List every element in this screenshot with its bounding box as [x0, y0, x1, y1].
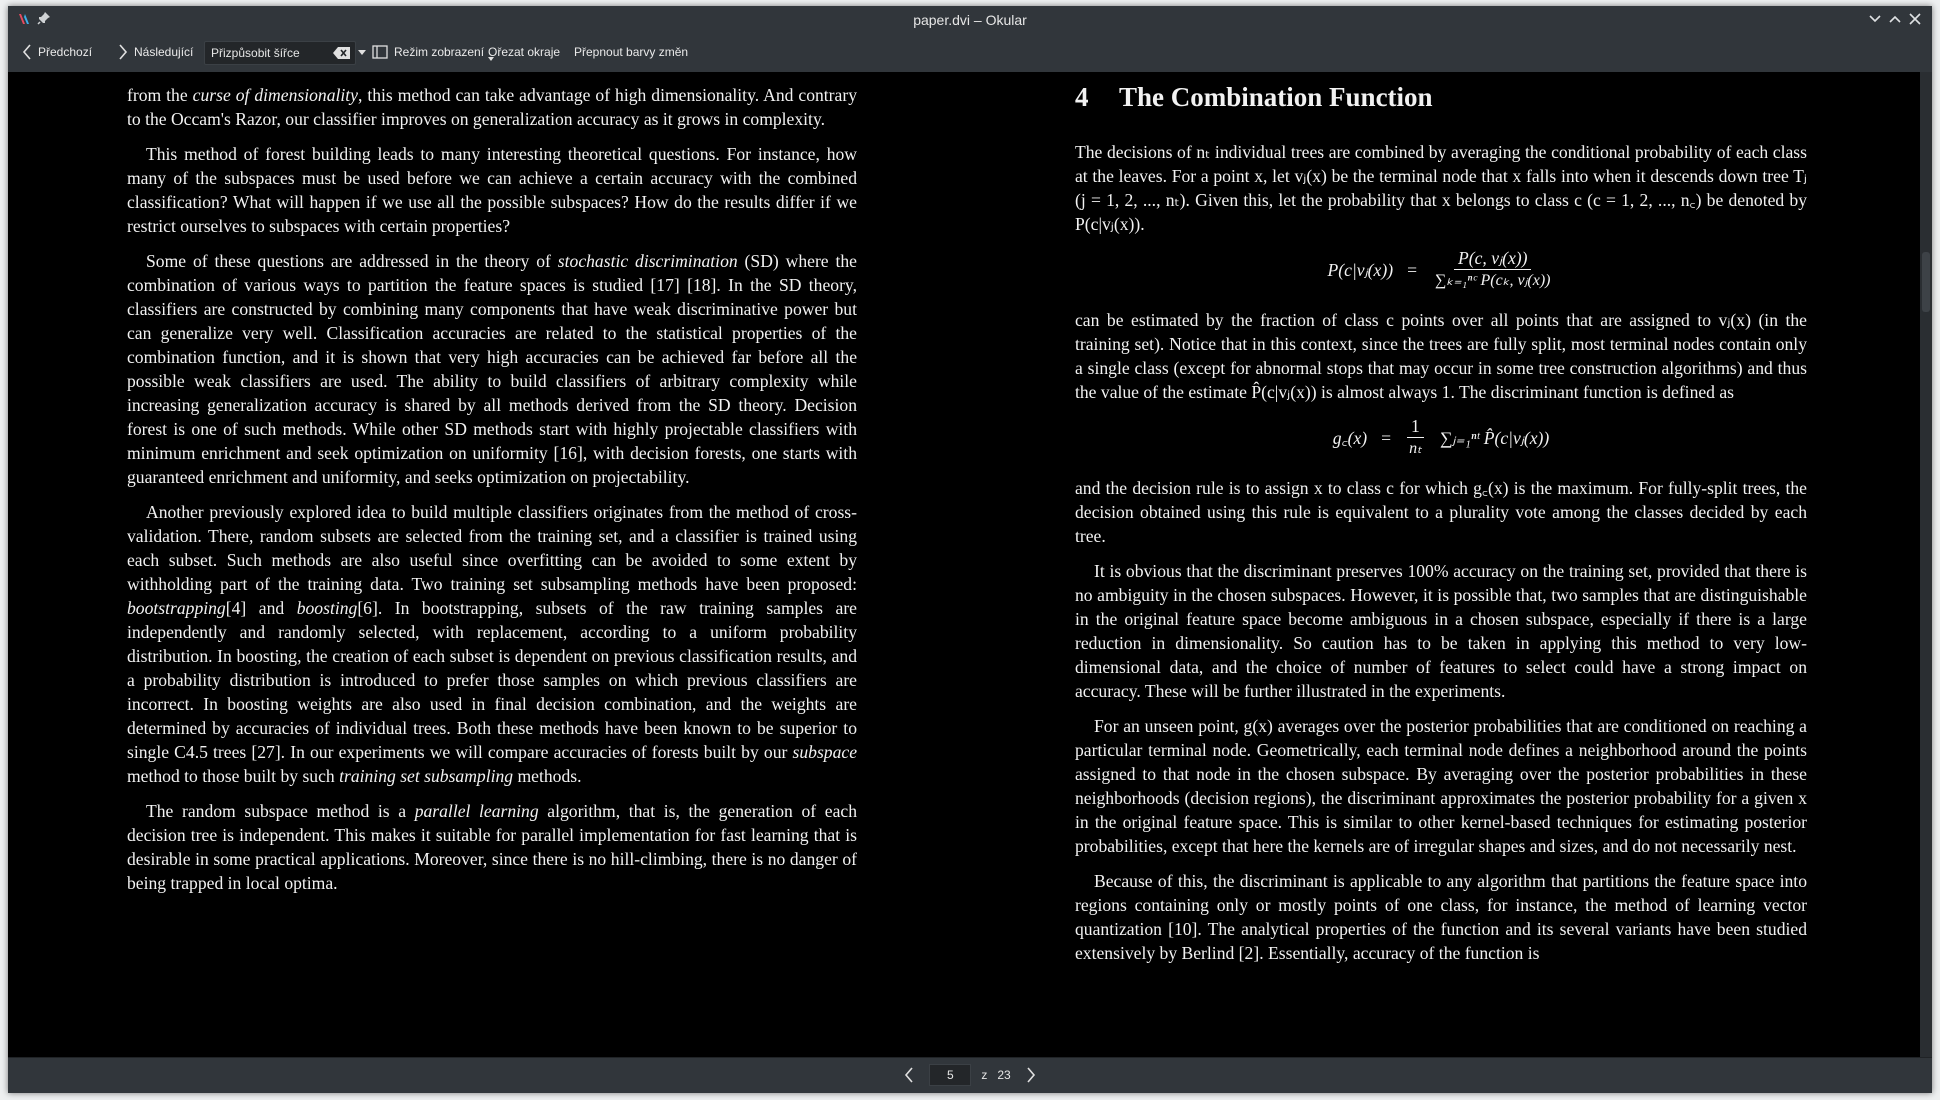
formula-lhs: P(c|vⱼ(x)) — [1327, 259, 1394, 280]
paragraph: Because of this, the discriminant is applicable to any algorithm that partitions the feature space into regions containing only or mostly points of one class, for instance, the method of learning vector quantization [10]. The analytical properties of the function and its several variants have been studied extensively by Berlind [2]. Essentially, accuracy of the function is — [1075, 871, 1807, 963]
zoom-value: Přizpůsobit šířce — [211, 46, 300, 60]
text-run: [6]. In bootstrapping, subsets of the raw training samples are independently and randomly selected, with replacement, according to a uniform probability distribution. In boosting, the creation of each subset is dependent on previous classification results, and a probability distribution is introduced to prefer those samples on which previous classifiers are incorrect. In boosting weights are also used in final decision combination, and the weights are determined by accuracies of individual trees. Both these methods have been known to be superior to single C4.5 trees [27]. In our experiments we will compare accuracies of forests built by our — [127, 598, 857, 762]
maximize-button[interactable] — [1888, 11, 1902, 27]
previous-button[interactable] — [22, 42, 92, 62]
chevron-down-icon — [1869, 15, 1881, 23]
formula-numerator: 1 — [1407, 415, 1424, 438]
text-run: [4] and — [225, 598, 297, 618]
paragraph — [127, 799, 857, 895]
page-navigation-bar — [8, 1057, 1932, 1093]
emphasis-text: stochastic discrimination — [557, 251, 738, 271]
zoom-select[interactable] — [204, 41, 356, 65]
text-run: method to those built by such — [127, 766, 340, 786]
emphasis-text: training set subsampling — [339, 766, 514, 786]
formula-lhs: g꜀(x) — [1332, 427, 1368, 448]
text-run: The random subspace method is a — [146, 801, 415, 821]
next-page-button[interactable] — [1021, 1064, 1041, 1086]
formula-sum: ∑ⱼ₌₁ⁿᵗ P̂(c|vⱼ(x)) — [1439, 427, 1550, 448]
formula-fraction — [1405, 415, 1426, 460]
formula-equals: = — [1381, 427, 1392, 448]
section-heading — [1075, 82, 1807, 112]
chevron-left-icon — [904, 1067, 914, 1083]
text-run: (SD) where the combination of various ways to partition the feature spaces is studied [17] [18]. In the SD theory, classifiers are constructed by combining many components that have weak discriminative power but can generalize very well. Classification accuracies are related to the statistical properties of the combination function, and it is shown that very high accuracies can be achieved far before all the possible weak classifiers are used. The ability to build classifiers of arbitrary complexity while increasing generalization accuracy is shared by all methods derived from the SD theory. Decision forest is one of such methods. While other SD methods start with highly projectable classifiers with minimum enrichment and seek optimization on uniformity [16], with decision forests, one starts with guaranteed enrichment and uniformity, and seeks optimization on projectability. — [127, 251, 857, 487]
page-left — [127, 72, 857, 906]
text-run: This method of forest building leads to many interesting theoretical questions. For instance, how many of the subspaces must be used before we can achieve a certain accuracy with the combined classification? What will happen if we use all the possible subspaces? How do the results differ if we restrict ourselves to subspaces with certain properties? — [127, 144, 857, 236]
section-title: The Combination Function — [1119, 82, 1433, 112]
formula-numerator: P(c, vⱼ(x)) — [1454, 247, 1531, 270]
dropdown-arrow-icon[interactable] — [358, 50, 366, 55]
paragraph: For an unseen point, g(x) averages over the posterior probabilities that are conditioned on reaching a particular terminal node. Geometrically, each terminal node defines a neighborhood around the points assigned to that node in the chosen subspace. By averaging over the posterior probabilities in these neighborhoods (decision regions), the discriminant approximates the posterior probability for a given x in the original feature space. This is similar to other kernel-based techniques for estimating posterior probabilities, except that here the kernels are of irregular shapes and sizes, and do not necessarily nest. — [1075, 716, 1807, 856]
text-run: from the — [127, 85, 193, 105]
paragraph: It is obvious that the discriminant preserves 100% accuracy on the training set, provided that there is no ambiguity in the chosen subspaces. However, it is possible that, two samples that are distinguishable in the original feature space become ambiguous in a chosen subspace, especially if there is a large reduction in dimensionality. So caution has to be taken in applying this method to very low-dimensional data, and the choice of number of features to select could have a strong impact on accuracy. These will be further illustrated in the experiments. — [1075, 561, 1807, 701]
clear-icon[interactable] — [333, 47, 351, 59]
page-number-input[interactable]: 5 — [929, 1064, 971, 1086]
page-of-label: z — [981, 1068, 988, 1082]
vertical-scrollbar[interactable] — [1920, 72, 1932, 1057]
view-mode-icon — [372, 44, 388, 60]
minimize-button[interactable] — [1868, 11, 1882, 27]
text-run: Another previously explored idea to build multiple classifiers originates from the method of cross-validation. There, random subsets are selected from the training set, and a classifier is trained using each subset. Such methods are also useful since overfitting can be avoided to some extent by withholding part of the training data. Two training set subsampling methods have been proposed: — [127, 502, 857, 594]
formula-equals: = — [1407, 259, 1417, 280]
title-bar[interactable] — [8, 6, 1932, 33]
emphasis-text: curse of dimensionality — [192, 85, 358, 105]
text-run: methods. — [513, 766, 582, 786]
paragraph — [127, 249, 857, 489]
chevron-up-icon — [1889, 15, 1901, 23]
text-run: algorithm, that is, the generation of each decision tree is independent. This makes it suitable for parallel implementation for fast learning that is desirable in some practical applications. Moreover, since there is no hill-climbing, there is no danger of being trapped in local optima. — [127, 801, 857, 893]
page-right — [1075, 72, 1807, 976]
document-view[interactable] — [8, 72, 1920, 1057]
paragraph — [127, 142, 857, 238]
trim-margins-label: Ořezat okraje — [488, 45, 561, 59]
paragraph: and the decision rule is to assign x to class c for which g꜀(x) is the maximum. For fully-split trees, the decision obtained using this rule is equivalent to a plurality vote among the classes decided by each tree. — [1075, 478, 1807, 546]
paragraph: The decisions of nₜ individual trees are combined by averaging the conditional probability of each class at the leaves. For a point x, let vⱼ(x) be the terminal node that x falls into when it descends down tree Tⱼ (j = 1, 2, ..., nₜ). Given this, let the probability that x belongs to class c (c = 1, 2, ..., n꜀) be denoted by P(c|vⱼ(x)). — [1075, 142, 1807, 234]
main-toolbar — [8, 33, 1932, 73]
paragraph — [127, 500, 857, 788]
next-label: Následující — [134, 45, 194, 59]
okular-window — [8, 6, 1932, 1093]
view-mode-button[interactable] — [372, 42, 494, 62]
chevron-right-icon — [1026, 1067, 1036, 1083]
formula-fraction — [1431, 247, 1554, 292]
previous-label: Předchozí — [38, 45, 93, 59]
close-icon — [1909, 13, 1921, 25]
toggle-change-colors-label: Přepnout barvy změn — [574, 45, 689, 59]
paragraph: can be estimated by the fraction of class c points over all points that are assigned to vⱼ(x) (in the training set). Notice that in this context, since the trees are fully split, most terminal nodes contain only a single class (except for abnormal stops that may occur in some tree construction algorithms) and thus the value of the estimate P̂(c|vⱼ(x)) is almost always 1. The discriminant function is defined as — [1075, 310, 1807, 402]
view-mode-label: Režim zobrazení — [394, 45, 485, 59]
next-button[interactable] — [118, 42, 193, 62]
emphasis-text: bootstrapping — [127, 598, 226, 618]
formula-denominator: ∑ₖ₌₁ⁿᶜ P(cₖ, vⱼ(x)) — [1435, 272, 1551, 289]
paragraph — [127, 83, 857, 131]
total-pages: 23 — [997, 1068, 1011, 1082]
scrollbar-thumb[interactable] — [1922, 252, 1930, 312]
formula-discriminant — [1075, 415, 1807, 460]
window-title: paper.dvi – Okular — [913, 12, 1027, 28]
emphasis-text: boosting — [296, 598, 358, 618]
previous-page-button[interactable] — [899, 1064, 919, 1086]
chevron-left-icon — [22, 44, 32, 60]
emphasis-text: subspace — [792, 742, 857, 762]
text-run: Some of these questions are addressed in the theory of — [146, 251, 558, 271]
emphasis-text: parallel learning — [414, 801, 539, 821]
formula-posterior — [1075, 247, 1807, 292]
close-button[interactable] — [1908, 11, 1922, 27]
text-run: , this method can take advantage of high dimensionality. And contrary to the Occam's Razor, our classifier improves on generalization accuracy as it grows in complexity. — [127, 85, 858, 129]
toggle-change-colors-button[interactable] — [574, 42, 688, 62]
chevron-right-icon — [118, 44, 128, 60]
trim-margins-button[interactable] — [488, 42, 560, 62]
formula-denominator: nₜ — [1409, 440, 1422, 457]
section-number: 4 — [1075, 82, 1089, 112]
